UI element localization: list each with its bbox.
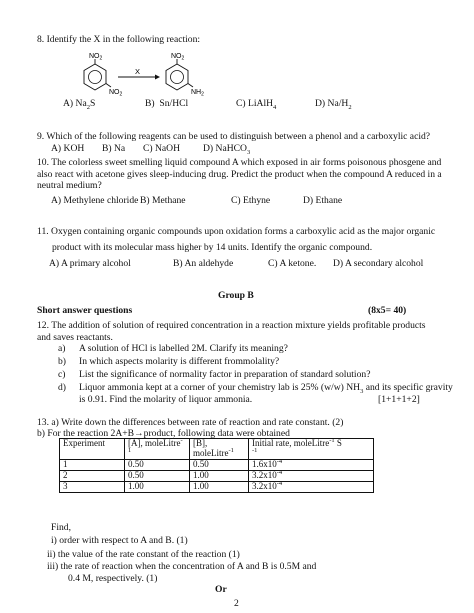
q13-iii-line1: iii) the rate of reaction when the concentration of A and B is 0.5M and xyxy=(47,561,317,572)
table-header-cell: Initial rate, moleLitre$^{-1}$ S $^{-1}$ xyxy=(249,439,374,460)
q13-find: Find, xyxy=(51,522,71,533)
section-marks: (8x5= 40) xyxy=(368,305,407,316)
q10-option-c: C) Ethyne xyxy=(231,195,271,206)
q9-option-b: B) Na xyxy=(102,143,126,154)
q8-option-a: A) $Na_2S$ xyxy=(63,98,96,111)
table-cell: $3.2x10^{-4}$ xyxy=(249,481,374,492)
table-header-cell: [A], moleLitre- $^1$ xyxy=(125,439,190,460)
q11-option-d: D) A secondary alcohol xyxy=(333,258,424,269)
section-label: Short answer questions xyxy=(37,305,133,316)
q11-option-a: A) A primary alcohol xyxy=(49,258,131,269)
table-cell: 1.00 xyxy=(190,481,249,492)
reactant-benzene-ring xyxy=(84,59,111,90)
q9-option-d: D) NaHCO$_3$ xyxy=(203,143,251,156)
product-bottom-group: $NH_2$ xyxy=(191,89,204,98)
q13-i: i) order with respect to A and B. (1) xyxy=(51,535,188,546)
table-cell: $3.2x10^{-4}$ xyxy=(249,470,374,481)
table-cell: 1 xyxy=(60,459,125,470)
q12-d-line2: is 0.91. Find the molarity of liquor ammonia. xyxy=(79,394,253,405)
q9-option-c: C) NaOH xyxy=(143,143,181,154)
q12-d-line1: Liquor ammonia kept at a corner of your chemistry lab is 25% (w/w) $NH_3$ and its specific gravity xyxy=(79,382,453,395)
q12-stem: 12. The addition of solution of required concentration in a reaction mixture yields profitable products and saves reactants. xyxy=(37,320,426,343)
q8-option-b: B) Sn/HCl xyxy=(145,98,189,109)
q12-c-marker: c) xyxy=(58,369,66,380)
q8-option-d: D) $Na/H_2$ xyxy=(315,98,352,111)
table-cell: 0.50 xyxy=(190,459,249,470)
table-header-row xyxy=(60,439,374,460)
q13-ii: ii) the value of the rate constant of the reaction (1) xyxy=(47,549,240,560)
q11-line2: product with its molecular mass higher by 14 units. Identify the organic compound. xyxy=(52,242,373,253)
q8-stem: 8. Identify the X in the following reaction: xyxy=(37,34,201,45)
product-benzene-ring xyxy=(166,59,193,90)
q12-a: A solution of HCl is labelled 2M. Clarify its meaning? xyxy=(79,343,288,354)
q12-b-marker: b) xyxy=(58,356,66,367)
q8-reaction-scheme xyxy=(60,50,210,102)
q13-b: b) For the reaction 2A+B→product, following data were obtained xyxy=(37,428,290,439)
q13-a: 13. a) Write down the differences between rate of reaction and rate constant. (2) xyxy=(37,417,344,428)
q10-option-b: B) Methane xyxy=(140,195,186,206)
page-number: 2 xyxy=(234,598,239,609)
table-header-cell: [B], moleLitre$^{-1}$ xyxy=(190,439,249,460)
q10-option-d: D) Ethane xyxy=(303,195,343,206)
table-row xyxy=(60,470,374,481)
q11-option-b: B) An aldehyde xyxy=(173,258,234,269)
table-row xyxy=(60,481,374,492)
or-separator: Or xyxy=(215,584,227,595)
q9-stem: 9. Which of the following reagents can be used to distinguish between a phenol and a carboxylic acid? xyxy=(37,131,431,142)
table-cell: 0.50 xyxy=(125,459,190,470)
table-cell: 2 xyxy=(60,470,125,481)
reaction-arrow-label: X xyxy=(135,67,141,76)
q13-iii-line2: 0.4 M, respectively. (1) xyxy=(68,573,158,584)
table-header-cell: Experiment xyxy=(60,439,125,460)
reactant-top-group: $NO_2$ xyxy=(89,53,103,62)
group-b-title: Group B xyxy=(218,290,254,301)
table-cell: 1.00 xyxy=(190,470,249,481)
q11-line1: 11. Oxygen containing organic compounds upon oxidation forms a carboxylic acid as the major organic xyxy=(37,226,436,237)
q12-c: List the significance of normality factor in preparation of standard solution? xyxy=(79,369,371,380)
reactant-bottom-group: $NO_2$ xyxy=(109,89,123,98)
rate-data-table xyxy=(59,438,374,493)
table-row xyxy=(60,459,374,470)
table-cell: 3 xyxy=(60,481,125,492)
product-top-group: $NO_2$ xyxy=(171,53,185,62)
q12-a-marker: a) xyxy=(58,343,66,354)
table-cell: $1.6x10^{-4}$ xyxy=(249,459,374,470)
table-cell: 0.50 xyxy=(125,470,190,481)
q12-d-marks: [1+1+1+2] xyxy=(378,394,420,405)
q11-option-c: C) A ketone. xyxy=(268,258,317,269)
q8-option-c: C) LiAlH$_4$ xyxy=(236,98,277,111)
q12-d-marker: d) xyxy=(58,382,66,393)
q10-stem: 10. The colorless sweet smelling liquid compound A which exposed in air forms poisonous phosgene and also react with acetone gives sleep-inducing drug. Predict the product when the compound A reduced in a neutral medium? xyxy=(37,157,442,192)
q12-b: In which aspects molarity is different frommolality? xyxy=(79,356,280,367)
q10-option-a: A) Methylene chloride xyxy=(51,195,139,206)
q9-option-a: A) KOH xyxy=(51,143,85,154)
table-cell: 1.00 xyxy=(125,481,190,492)
